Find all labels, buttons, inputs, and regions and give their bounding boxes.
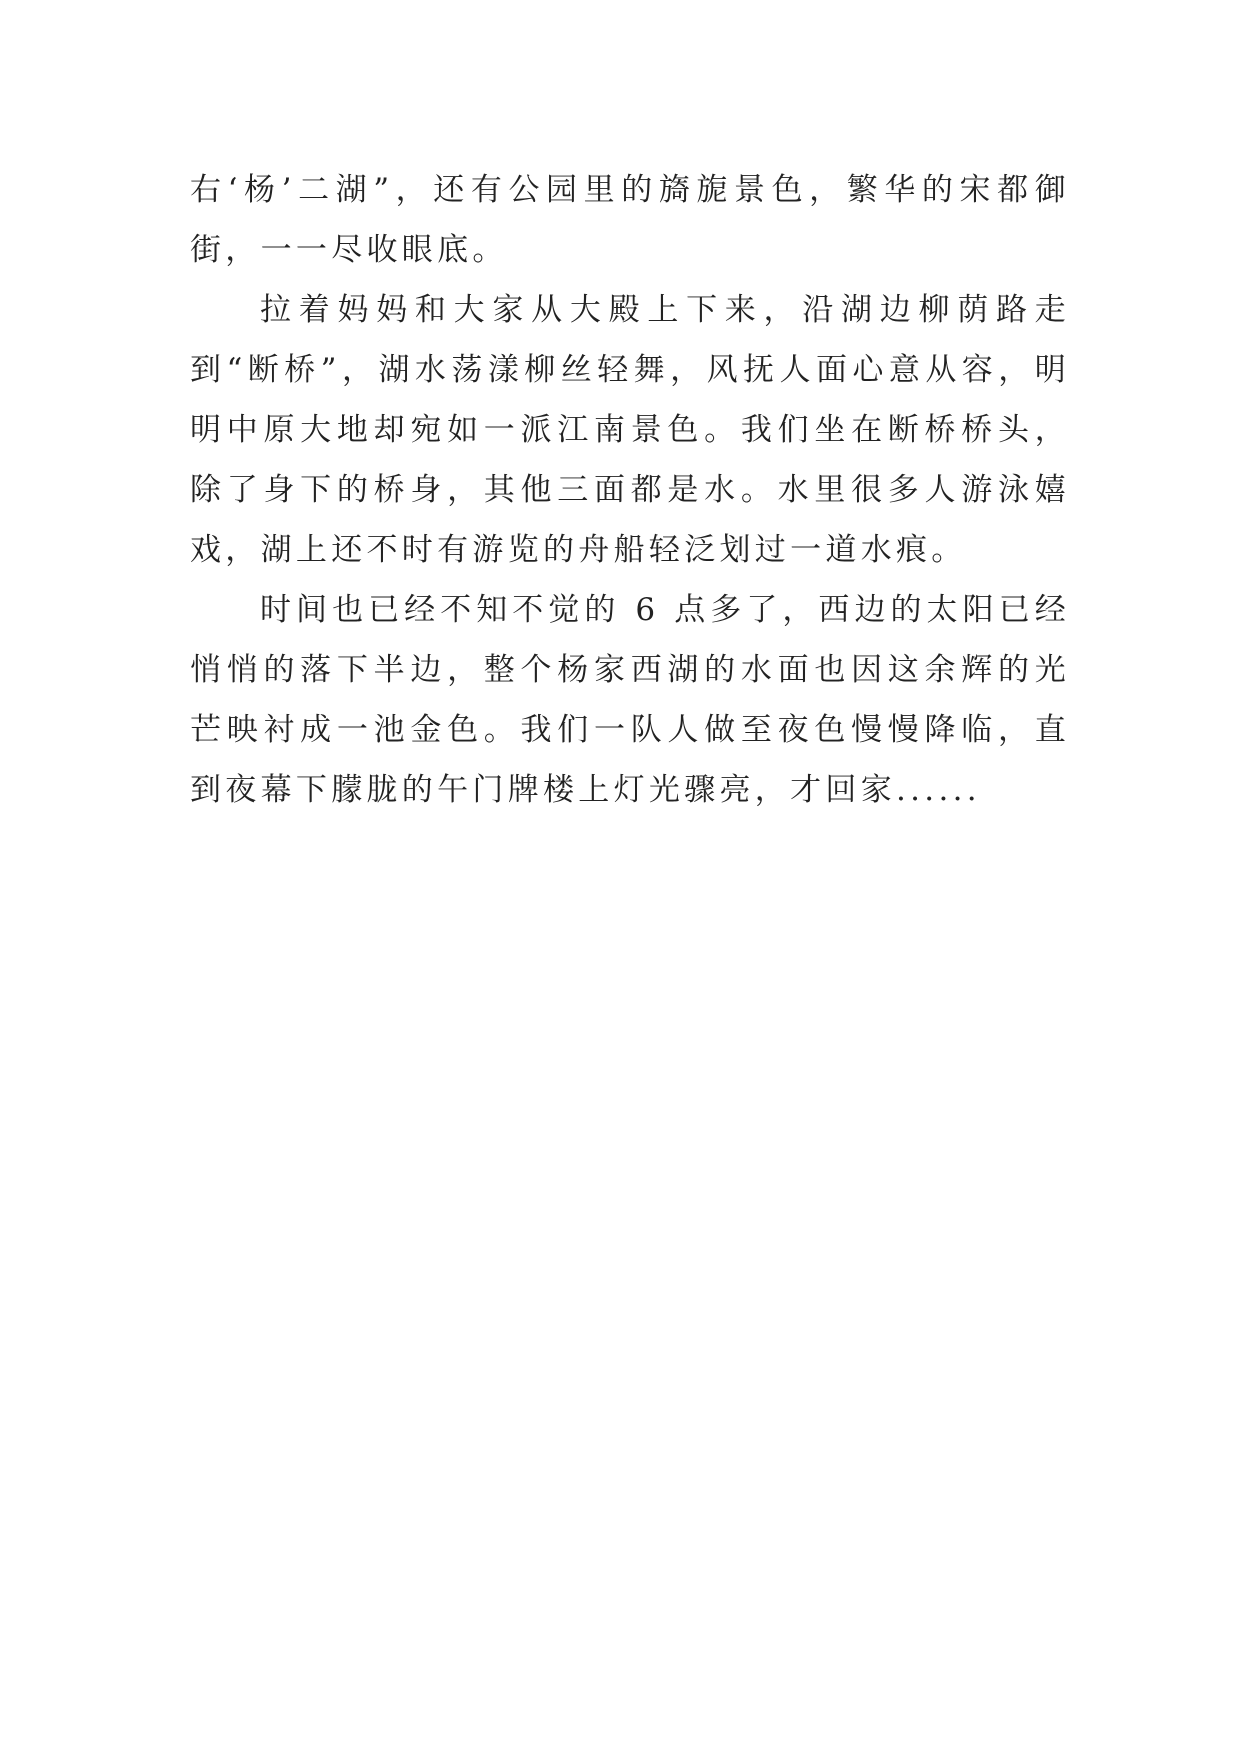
body-text [190,160,1070,820]
paragraph-sunset: 时间也已经不知不觉的 6 点多了，西边的太阳已经悄悄的落下半边，整个杨家西湖的水面也因这余辉的光芒映衬成一池金色。我们一队人做至夜色慢慢降临，直到夜幕下朦胧的午门牌楼上灯光骤亮，才回家...... [190,592,1070,808]
paragraph-broken-bridge: 拉着妈妈和大家从大殿上下来，沿湖边柳荫路走到“断桥”，湖水荡漾柳丝轻舞，风抚人面心意从容，明明中原大地却宛如一派江南景色。我们坐在断桥桥头，除了身下的桥身，其他三面都是水。水里很多人游泳嬉戏，湖上还不时有游览的舟船轻泛划过一道水痕。 [190,292,1070,568]
paragraph-continuation: 右‘杨’二湖”，还有公园里的旖旎景色，繁华的宋都御街，一一尽收眼底。 [190,172,1070,268]
